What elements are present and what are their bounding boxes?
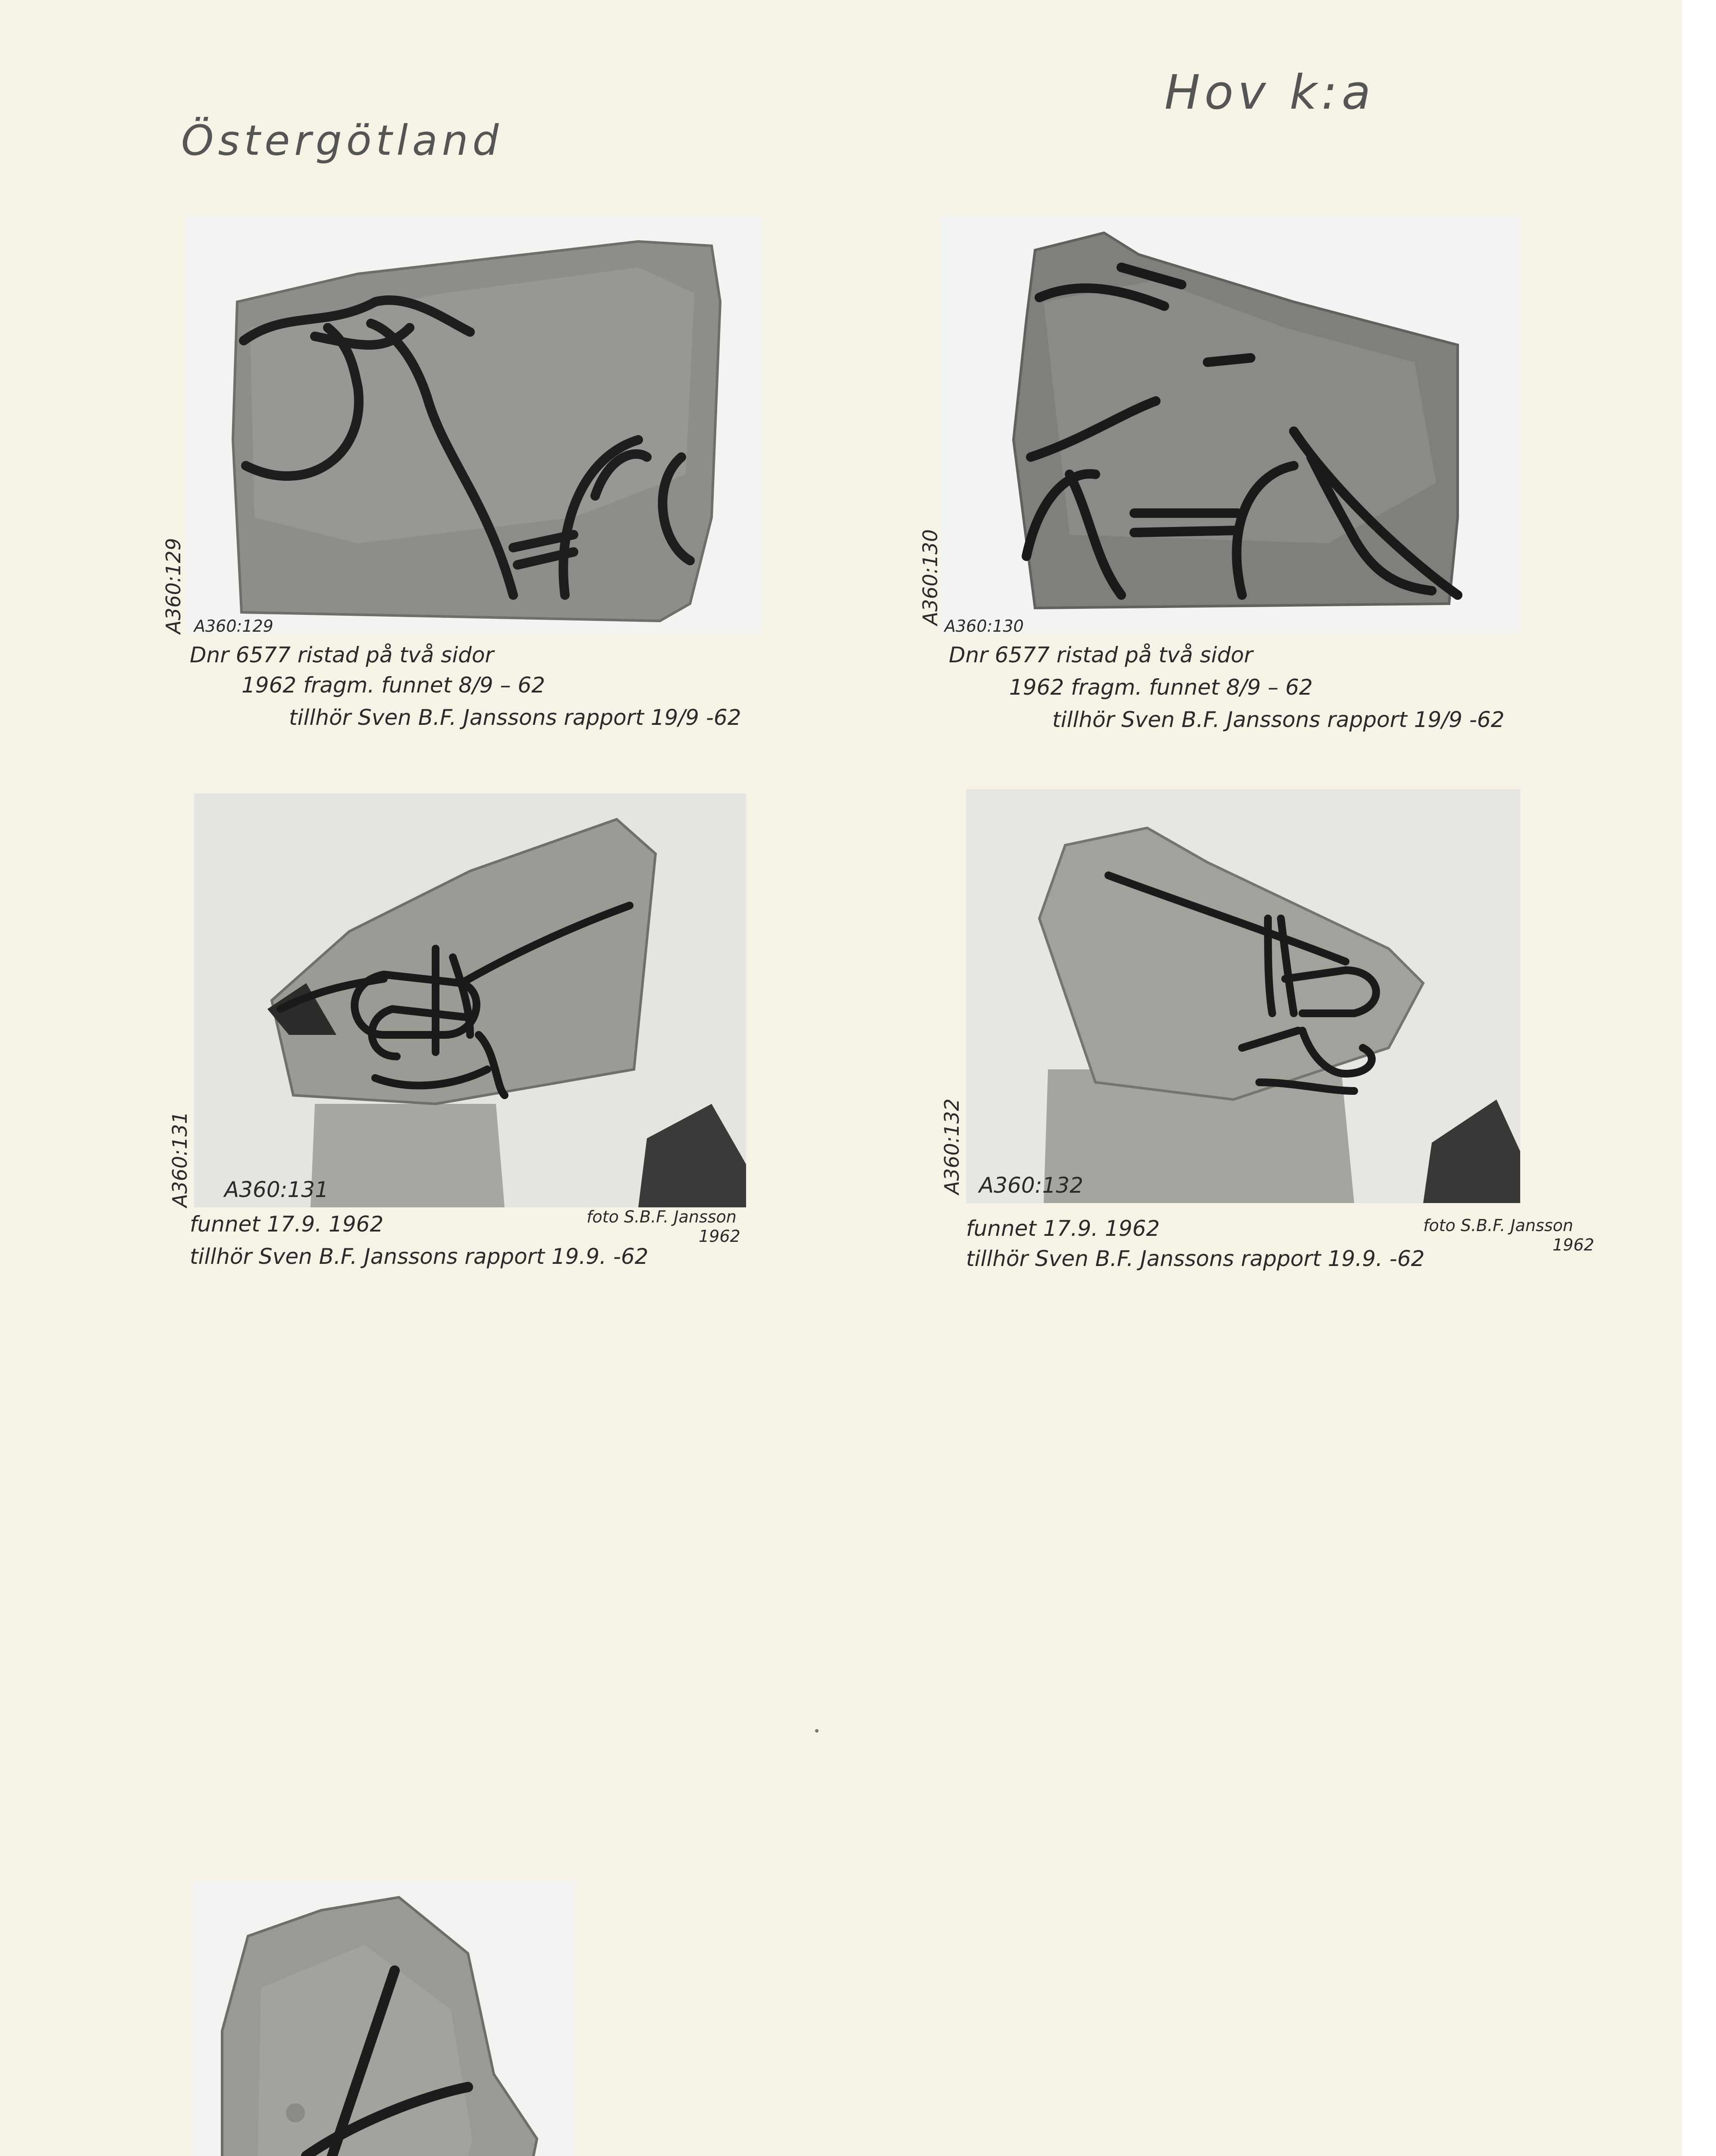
photo-1-caption-line-2: 1962 fragm. funnet 8/9 – 62	[242, 673, 545, 698]
photo-fragment-4	[966, 789, 1520, 1203]
photo-1-id-vertical: A360:129	[162, 538, 185, 634]
photo-3-caption-line-1: funnet 17.9. 1962	[190, 1212, 384, 1237]
photo-3-credit: foto S.B.F. Jansson	[587, 1207, 737, 1226]
photo-1-caption-line-1: Dnr 6577 ristad på två sidor	[190, 642, 494, 667]
photo-fragment-3	[194, 793, 746, 1207]
photo-2-caption-line-2: 1962 fragm. funnet 8/9 – 62	[1009, 675, 1313, 700]
parish-title: Hov k:a	[1164, 65, 1375, 120]
photo-2-id-label: A360:130	[944, 617, 1024, 636]
photo-3-id-label: A360:131	[224, 1177, 329, 1202]
photo-fragment-5	[192, 1880, 576, 2156]
photo-3-id-vertical: A360:131	[168, 1111, 191, 1207]
photo-2-caption-line-3: tillhör Sven B.F. Janssons rapport 19/9 -62	[1052, 707, 1505, 732]
photo-2-id-vertical: A360:130	[919, 529, 942, 625]
photo-4-caption-line-2: tillhör Sven B.F. Janssons rapport 19.9. -62	[966, 1246, 1425, 1271]
region-title: Östergötland	[181, 116, 503, 165]
photo-4-id-vertical: A360:132	[940, 1098, 963, 1194]
photo-fragment-2	[940, 216, 1520, 634]
photo-3-credit-year: 1962	[699, 1227, 740, 1246]
photo-1-id-label: A360:129	[194, 617, 273, 636]
sheet-edge	[1682, 0, 1716, 2156]
photo-3-caption-line-2: tillhör Sven B.F. Janssons rapport 19.9. -62	[190, 1244, 649, 1269]
photo-4-id-label: A360:132	[979, 1173, 1083, 1198]
photo-2-caption-line-1: Dnr 6577 ristad på två sidor	[949, 642, 1253, 667]
photo-4-credit: foto S.B.F. Jansson	[1423, 1216, 1573, 1235]
photo-4-caption-line-1: funnet 17.9. 1962	[966, 1216, 1160, 1241]
photo-fragment-1	[185, 216, 763, 634]
photo-1-caption-line-3: tillhör Sven B.F. Janssons rapport 19/9 -62	[289, 705, 741, 730]
photo-4-credit-year: 1962	[1553, 1235, 1594, 1254]
paper-mark	[815, 1729, 819, 1733]
